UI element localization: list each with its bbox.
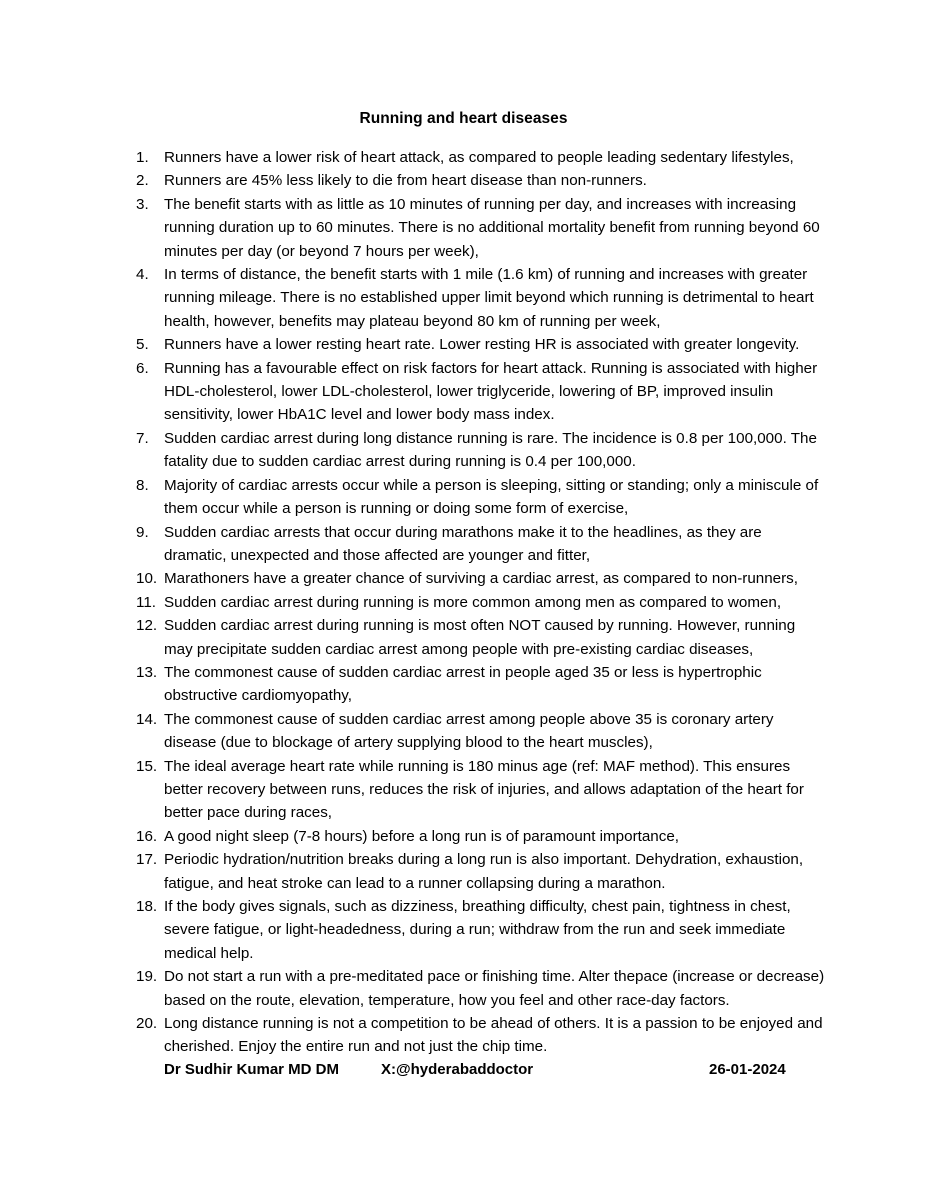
item-number: 12. bbox=[136, 617, 158, 635]
item-text: Sudden cardiac arrest during running is most often NOT caused by running. However, running may precipitate sudden cardiac arrest among people with pre-existing cardiac diseases, bbox=[164, 617, 796, 658]
item-number: 18. bbox=[136, 898, 158, 915]
page-title: Running and heart diseases bbox=[359, 110, 568, 127]
item-text: Runners have a lower resting heart rate. Lower resting HR is associated with greater longevity. bbox=[164, 336, 800, 354]
item-text: Periodic hydration/nutrition breaks during a long run is also important. Dehydration, exhaustion, fatigue, and heat stroke can lead to a runner collapsing during a marathon. bbox=[164, 851, 804, 892]
signature-footer bbox=[164, 1059, 804, 1083]
item-text: Do not start a run with a pre-meditated pace or finishing time. Alter thepace (increase or decrease) based on the route, elevation, temperature, how you feel and other race-day factors. bbox=[164, 968, 825, 1009]
numbered-list bbox=[136, 146, 826, 1059]
item-number: 1. bbox=[136, 149, 149, 166]
item-number: 9. bbox=[136, 523, 149, 541]
item-number: 15. bbox=[136, 757, 158, 775]
item-text: Sudden cardiac arrest during running is more common among men as compared to women, bbox=[164, 593, 782, 611]
item-number: 2. bbox=[136, 172, 149, 190]
item-number: 10. bbox=[136, 570, 158, 588]
item-text: A good night sleep (7-8 hours) before a long run is of paramount importance, bbox=[164, 827, 679, 845]
item-text: Runners are 45% less likely to die from heart disease than non-runners. bbox=[164, 172, 647, 190]
list-item bbox=[136, 427, 826, 474]
item-number: 16. bbox=[136, 827, 158, 845]
item-number: 13. bbox=[136, 663, 158, 681]
item-number: 7. bbox=[136, 429, 149, 447]
item-text: Long distance running is not a competition to be ahead of others. It is a passion to be enjoyed and cherished. Enjoy the entire run and not just the chip time. bbox=[164, 1015, 823, 1056]
list-item bbox=[136, 567, 826, 590]
list-item bbox=[136, 474, 826, 521]
item-text: Marathoners have a greater chance of surviving a cardiac arrest, as compared to non-runners, bbox=[164, 570, 798, 588]
item-text: Runners have a lower risk of heart attack, as compared to people leading sedentary lifestyles, bbox=[164, 149, 794, 166]
item-number: 4. bbox=[136, 266, 149, 284]
list-item bbox=[136, 1012, 826, 1059]
item-text: Majority of cardiac arrests occur while a person is sleeping, sitting or standing; only a miniscule of them occur while a person is running or doing some form of exercise, bbox=[164, 476, 819, 518]
item-text: The benefit starts with as little as 10 minutes of running per day, and increases with increasing running duration up to 60 minutes. There is no additional mortality benefit from running beyond 60 minutes per day (or beyond 7 hours per week), bbox=[164, 195, 820, 260]
item-number: 11. bbox=[136, 593, 156, 611]
list-item bbox=[136, 825, 826, 848]
list-item bbox=[136, 193, 826, 263]
document-date: 26-01-2024 bbox=[709, 1061, 786, 1078]
list-item bbox=[136, 895, 826, 965]
item-text: Sudden cardiac arrests that occur during marathons make it to the headlines, as they are dramatic, unexpected and those affected are younger and fitter, bbox=[164, 523, 762, 564]
item-number: 14. bbox=[136, 710, 158, 728]
author-name: Dr Sudhir Kumar MD DM bbox=[164, 1061, 340, 1078]
list-item bbox=[136, 614, 826, 661]
item-number: 6. bbox=[136, 359, 149, 377]
list-item bbox=[136, 333, 826, 356]
item-text: The commonest cause of sudden cardiac arrest among people above 35 is coronary artery disease (due to blockage of artery supplying blood to the heart muscles), bbox=[164, 710, 774, 752]
list-item bbox=[136, 591, 826, 614]
item-text: Sudden cardiac arrest during long distance running is rare. The incidence is 0.8 per 100,000. The fatality due to sudden cardiac arrest during running is 0.4 per 100,000. bbox=[164, 429, 817, 471]
item-number: 3. bbox=[136, 195, 149, 213]
social-handle: X:@hyderabaddoctor bbox=[381, 1061, 534, 1078]
item-text: The ideal average heart rate while running is 180 minus age (ref: MAF method). This ensures better recovery between runs, reduces the risk of injuries, and allows adaptation of the heart for better pace during races, bbox=[164, 757, 804, 822]
list-item bbox=[136, 357, 826, 427]
item-text: Running has a favourable effect on risk factors for heart attack. Running is associated with higher HDL-cholesterol, lower LDL-cholesterol, lower triglyceride, lowering of BP, improved insulin sensitivity, lower HbA1C level and lower body mass index. bbox=[164, 359, 818, 424]
item-number: 20. bbox=[136, 1015, 158, 1033]
list-item bbox=[136, 146, 826, 169]
list-item bbox=[136, 661, 826, 708]
item-text: If the body gives signals, such as dizziness, breathing difficulty, chest pain, tightness in chest, severe fatigue, or light-headedness, during a run; withdraw from the run and seek immediate medical help. bbox=[164, 898, 791, 962]
item-number: 19. bbox=[136, 968, 158, 986]
item-text: In terms of distance, the benefit starts with 1 mile (1.6 km) of running and increases with greater running mileage. There is no established upper limit beyond which running is detrimental to heart health, however, benefits may plateau beyond 80 km of running per week, bbox=[164, 266, 814, 330]
item-number: 17. bbox=[136, 851, 158, 869]
item-number: 5. bbox=[136, 336, 149, 354]
list-item bbox=[136, 521, 826, 568]
item-number: 8. bbox=[136, 476, 149, 494]
item-text: The commonest cause of sudden cardiac arrest in people aged 35 or less is hypertrophic obstructive cardiomyopathy, bbox=[164, 663, 762, 705]
list-item bbox=[136, 755, 826, 825]
list-item bbox=[136, 169, 826, 192]
list-item bbox=[136, 263, 826, 333]
list-item bbox=[136, 965, 826, 1012]
list-item bbox=[136, 708, 826, 755]
list-item bbox=[136, 848, 826, 895]
